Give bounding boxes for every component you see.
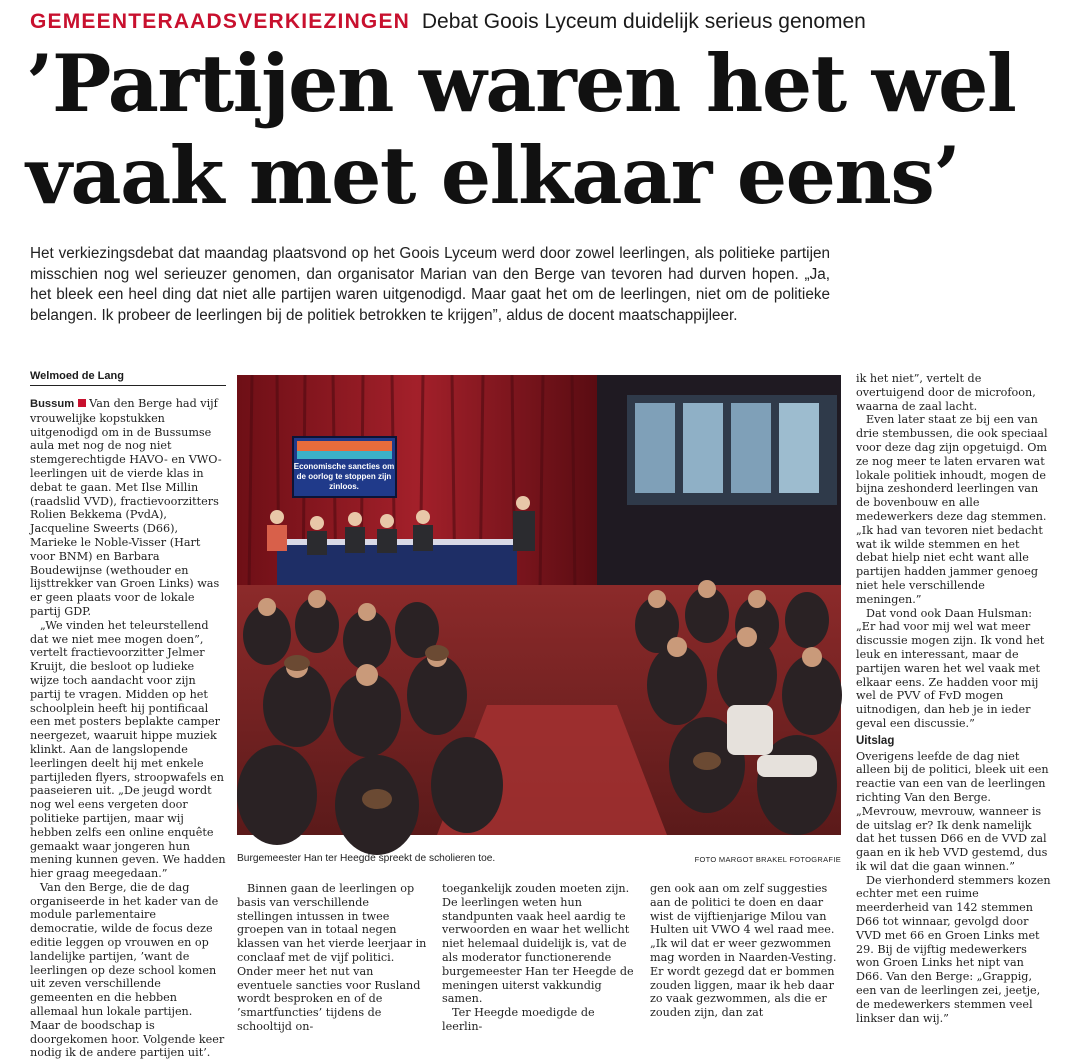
- column-5: [856, 372, 1052, 1032]
- column-1-paragraph-3: Van den Berge, die de dag organiseerde in het kader van de module parlementaire democratie, wilde de focus deze editie leggen op vrouwen en op landelijke partijen, ’want de leerlingen op deze school komen uit zeven verschillende gemeenten en die hebben allemaal hun lokale partijen. Maar de boodschap is doorgekomen hoor. Volgende keer nodig ik de andere partijen uit’.: [30, 880, 225, 1060]
- article-photo: [237, 375, 841, 835]
- dateline-square-icon: [78, 399, 86, 407]
- column-2-paragraph-1: Binnen gaan de leerlingen op basis van verschillende stellingen intussen in twee groepen van in totaal negen klassen van het vierde leerjaar in conclaaf met de vijf politici. Onder meer het nut van eventuele sancties voor Rusland wordt besproken en of de ’smartfuncties’ tijdens de schooltijd on-: [237, 882, 427, 1033]
- column-1-paragraph-1: [30, 397, 226, 619]
- screen-text-line-3: zinloos.: [329, 482, 359, 491]
- column-5-paragraph-3: Dat vond ook Daan Hulsman: „Er had voor mij wel wat meer discussie mogen zijn. Ik vond het leuk en interessant, maar de partijen waren het wel vaak met elkaar eens. Ze hadden voor mij wel de PVV of FvD mogen uitnodigen, dan heb je in ieder geval een discussie.”: [856, 606, 1045, 730]
- photo-caption: [237, 853, 841, 864]
- headline: [26, 38, 1066, 222]
- column-1-paragraph-2: „We vinden het teleurstellend dat we niet mee mogen doen”, vertelt fractievoorzitter Jelmer Kruijt, die besloot op ludieke wijze toch aandacht voor zijn partij te vragen. Midden op het schoolplein heeft hij pontificaal een met posters beplakte camper neergezet, waaruit hippe muziek klinkt. Aan de langslopende leerlingen deelt hij met enkele partijleden flyers, stroopwafels en paaseieren uit. „De jeugd wordt nog wel eens vergeten door politieke partijen, maar wij hebben zelfs een online enquête gemaakt waar jongeren hun mening kunnen geven. We hadden hier graag meegedaan.”: [30, 618, 226, 881]
- column-5-paragraph-2: Even later staat ze bij een van drie stembussen, die ook speciaal voor deze dag zijn opgetuigd. Om ze nog meer te laten ervaren wat lokale politiek inhoudt, mogen de bijna zeshonderd leerlingen van de bovenbouw en alle medewerkers deze dag stemmen. „Ik had van tevoren niet bedacht wat ik wilde stemmen en het debat hielp niet echt want alle partijen hadden jammer genoeg niet hele verschillende meningen.”: [856, 413, 1048, 606]
- column-3-paragraph-1: toegankelijk zouden moeten zijn. De leerlingen weten hun standpunten vaak heel aardig te verwoorden en waar het wellicht niet helemaal duidelijk is, vat de als moderator functionerende burgemeester Han ter Heegde de meningen uiterst vakkundig samen.: [442, 882, 634, 1006]
- column-5-paragraph-1: ik het niet”, vertelt de overtuigend door de microfoon, waarna de zaal lacht.: [856, 372, 1036, 413]
- headline-line-2: vaak met elkaar eens’: [26, 129, 960, 222]
- byline: Welmoed de Lang: [30, 370, 226, 386]
- section-tag: GEMEENTERAADSVERKIEZINGEN: [30, 10, 411, 33]
- column-5-paragraph-4: Overigens leefde de dag niet alleen bij de politici, bleek uit een reactie van een van de leerlingen richting Van den Berge. „Mevrouw, mevrouw, wanneer is de uitslag er? Ik denk namelijk dat het tussen D66 en de VVD zal gaan en ik heb VVD gestemd, dus ik wil dat die gaan winnen.”: [856, 749, 1049, 873]
- dateline: Bussum: [30, 398, 75, 410]
- headline-line-1: ’Partijen waren het wel: [26, 37, 1016, 130]
- kicker: [30, 10, 866, 40]
- kicker-subtitle: Debat Goois Lyceum duidelijk serieus genomen: [421, 10, 866, 33]
- column-1-text-1: Van den Berge had vijf vrouwelijke kopstukken uitgenodigd om in de Bussumse aula met nog de nog niet stemgerechtigde HAVO- en VWO-leerlingen uit de vierde klas in debat te gaan. Met Ilse Millin (raadslid VVD), fractievoorzitters Rolien Bekkema (PvdA), Jacqueline Sweerts (D66), Marieke le Noble-Visser (Hart voor BNM) en Barbara Boudewijnse (wethouder en lijsttrekker van Groen Links) was er geen plaats voor de lokale partij GDP.: [30, 397, 222, 618]
- column-2: [237, 882, 427, 1032]
- column-3-paragraph-2: Ter Heegde moedigde de leerlin-: [442, 1006, 595, 1033]
- column-3: [442, 882, 634, 1032]
- column-1: [30, 397, 226, 1060]
- screen-text-line-2: de oorlog te stoppen zijn: [296, 472, 392, 481]
- column-4: [650, 882, 842, 1032]
- subhead-uitslag: Uitslag: [856, 734, 895, 747]
- intro-paragraph: Het verkiezingsdebat dat maandag plaatsvond op het Goois Lyceum werd door zowel leerlingen, als politieke partijen misschien nog wel serieuzer genomen, dan organisator Marian van den Berge van tevoren had durven hopen. „Ja, het bleek een heel ding dat niet alle partijen waren uitgenodigd. Maar gaat het om de leerlingen, niet om de politieke belangen. Ik probeer de leerlingen bij de politiek betrokken te krijgen”, aldus de docent maatschappijleer.: [30, 245, 830, 324]
- column-4-paragraph-1: gen ook aan om zelf suggesties aan de politici te doen en daar wist de vijftienjarige Milou van Hulten uit VWO 4 wel raad mee. „Ik wil dat er weer gezwommen mag worden in Naarden-Vesting. Er wordt gezegd dat er bommen zouden liggen, maar ik heb daar zo vaak gezwommen, als die er zouden zijn, dan zat: [650, 882, 837, 1020]
- caption-text: Burgemeester Han ter Heegde spreekt de scholieren toe.: [237, 853, 496, 864]
- screen-text-line-1: Economische sancties om: [293, 462, 395, 471]
- photo-credit: FOTO MARGOT BRAKEL FOTOGRAFIE: [694, 855, 841, 864]
- column-5-paragraph-5: De vierhonderd stemmers kozen echter met een ruime meerderheid van 142 stemmen D66 tot winnaar, gevolgd door VVD met 66 en Groen Links met 29. Bij de vijftig medewerkers won Groen Links het nipt van D66. Van den Berge: „Grappig, een van de leerlingen zei, jeetje, de medewerkers stemmen veel linkser dan wij.”: [856, 873, 1051, 1025]
- auditorium-photo-illustration: [237, 375, 841, 835]
